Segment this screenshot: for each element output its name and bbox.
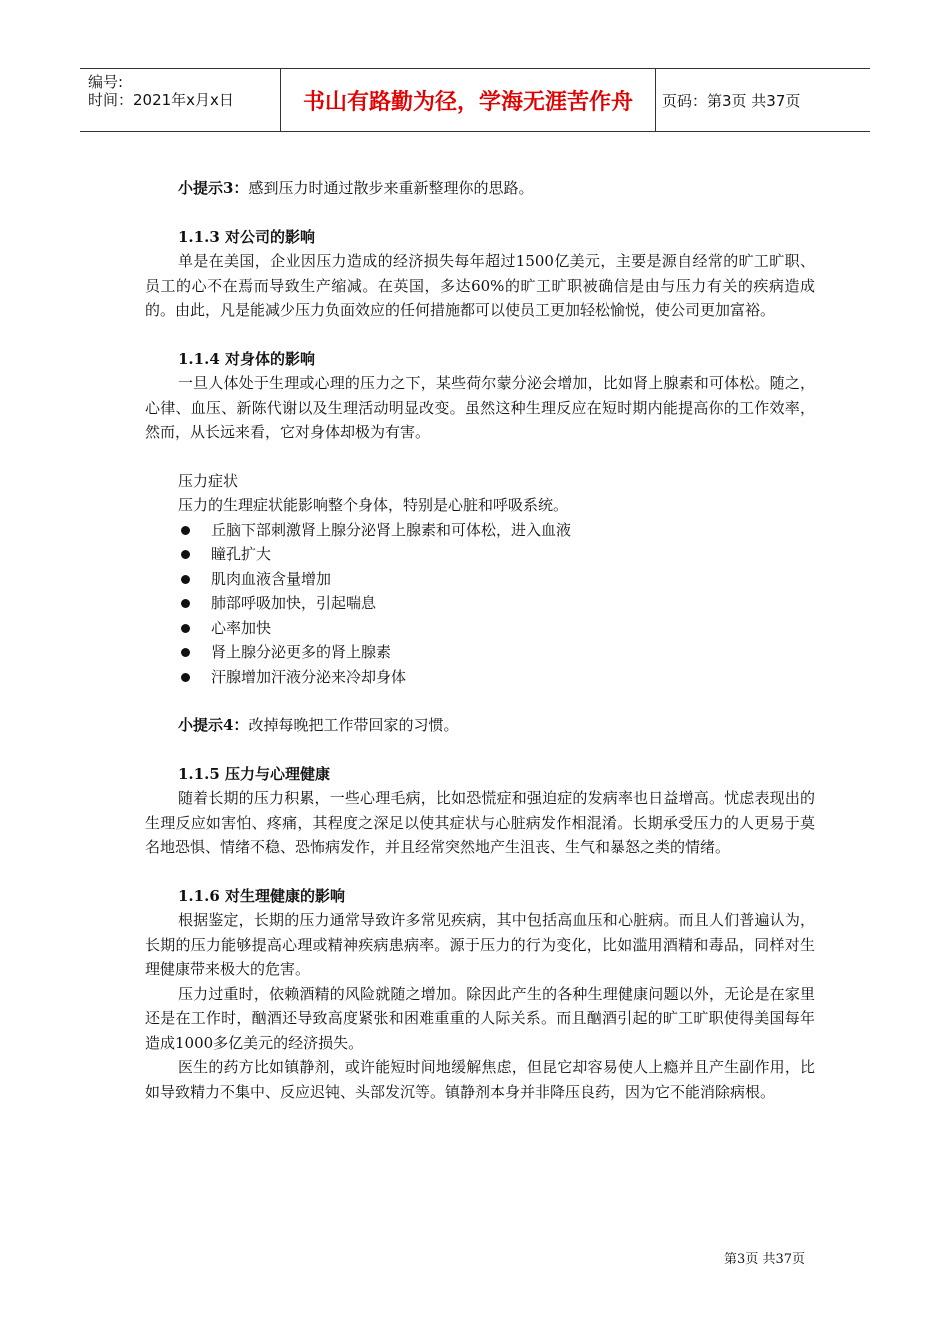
bullet-icon: [181, 575, 190, 584]
symptoms-intro: 压力的生理症状能影响整个身体，特别是心脏和呼吸系统。: [178, 496, 569, 514]
list-item: 汗腺增加汗液分泌来冷却身体: [145, 665, 815, 690]
paragraph-1-1-4: 一旦人体处于生理或心理的压力之下，某些荷尔蒙分泌会增加，比如肾上腺素和可体松。随之，心律、血压、新陈代谢以及生理活动明显改变。虽然这种生理反应在短时期内能提高你的工作效率，然而，从长远来看，它对身体却极为有害。: [145, 374, 815, 441]
header-info-cell: [80, 69, 280, 131]
paragraph-1-1-6-b: 压力过重时，依赖酒精的风险就随之增加。除因此产生的各种生理健康问题以外，无论是在家里还是在工作时，酗酒还导致高度紧张和困难重重的人际关系。而且酗酒引起的旷工旷职使得美国每年造成1000多亿美元的经济损失。: [145, 984, 815, 1052]
heading-1-1-5: 1.1.5 压力与心理健康: [178, 764, 330, 783]
bullet-icon: [181, 599, 190, 608]
page-footer: 第3页 共37页: [724, 1252, 805, 1267]
bullet-icon: [181, 526, 190, 535]
symptoms-list: [145, 518, 815, 690]
tip-3: [145, 176, 815, 201]
heading-1-1-3: 1.1.3 对公司的影响: [178, 227, 315, 246]
document-number-label: 编号:: [88, 73, 124, 91]
paragraph-1-1-6-a: 根据鉴定，长期的压力通常导致许多常见疾病，其中包括高血压和心脏病。而且人们普遍认为，长期的压力能够提高心理或精神疾病患病率。源于压力的行为变化，比如滥用酒精和毒品，同样对生理健康带来极大的危害。: [145, 911, 815, 978]
tip-4: [145, 713, 815, 738]
header-motto: 书山有路勤为径，学海无涯苦作舟: [280, 69, 656, 131]
document-time-label: 时间：2021年x月x日: [88, 91, 234, 109]
bullet-icon: [181, 624, 190, 633]
page-header: [80, 68, 870, 132]
list-item: 肺部呼吸加快，引起喘息: [145, 591, 815, 616]
list-item: 心率加快: [145, 616, 815, 641]
heading-1-1-4: 1.1.4 对身体的影响: [178, 349, 315, 368]
list-item: 瞳孔扩大: [145, 542, 815, 567]
paragraph-1-1-5: 随着长期的压力积累，一些心理毛病，比如恐慌症和强迫症的发病率也日益增高。忧虑表现出的生理反应如害怕、疼痛，其程度之深足以使其症状与心脏病发作相混淆。长期承受压力的人更易于莫名地恐惧、情绪不稳、恐怖病发作，并且经常突然地产生沮丧、生气和暴怒之类的情绪。: [145, 789, 815, 856]
list-item: 肌肉血液含量增加: [145, 567, 815, 592]
bullet-icon: [181, 673, 190, 682]
paragraph-1-1-3: 单是在美国，企业因压力造成的经济损失每年超过1500亿美元，主要是源自经常的旷工旷职、员工的心不在焉而导致生产缩减。在英国，多达60%的旷工旷职被确信是由与压力有关的疾病造成的。由此，凡是能减少压力负面效应的任何措施都可以使员工更加轻松愉悦，使公司更加富裕。: [145, 252, 815, 319]
tip-4-label: 小提示4：: [178, 716, 249, 734]
symptoms-title: 压力症状: [178, 471, 239, 490]
header-page-info: 页码：第3页 共37页: [662, 91, 801, 110]
tip-4-text: 改掉每晚把工作带回家的习惯。: [248, 716, 459, 734]
list-item: 丘脑下部刺激肾上腺分泌肾上腺素和可体松，进入血液: [145, 518, 815, 543]
bullet-icon: [181, 648, 190, 657]
bullet-icon: [181, 550, 190, 559]
tip-3-text: 感到压力时通过散步来重新整理你的思路。: [248, 179, 534, 197]
tip-3-label: 小提示3：: [178, 179, 249, 197]
paragraph-1-1-6-c: 医生的药方比如镇静剂，或许能短时间地缓解焦虑，但昆它却容易使人上瘾并且产生副作用，比如导致精力不集中、反应迟钝、头部发沉等。镇静剂本身并非降压良药，因为它不能消除病根。: [145, 1058, 815, 1101]
list-item: 肾上腺分泌更多的肾上腺素: [145, 640, 815, 665]
document-body: [145, 176, 815, 1104]
heading-1-1-6: 1.1.6 对生理健康的影响: [178, 886, 345, 905]
